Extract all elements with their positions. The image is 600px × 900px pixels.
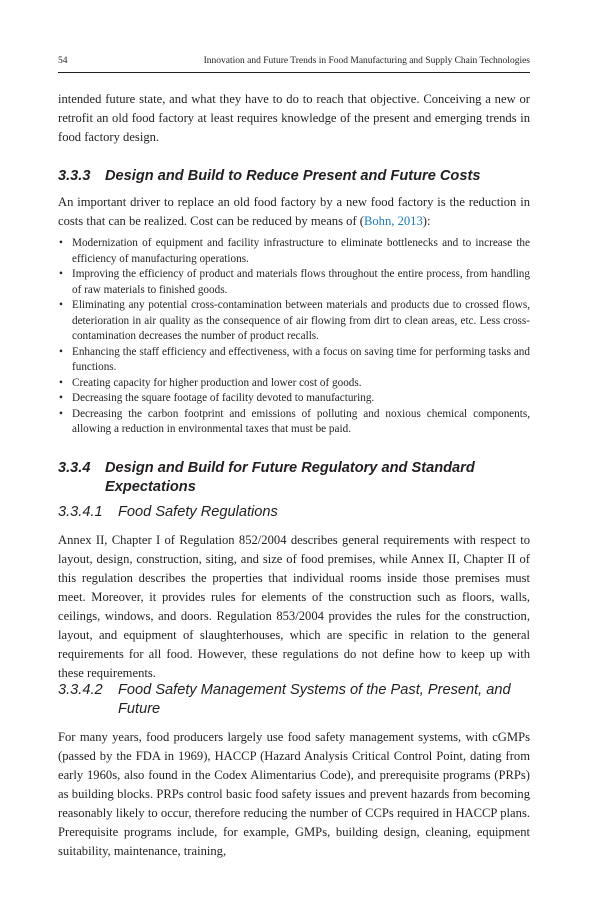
section-3-3-4 [58,459,530,497]
section-3-3-4-1-paragraph: Annex II, Chapter I of Regulation 852/2004 describes general requirements with respect to layout, design, construction, siting, and size of food premises, while Annex II, Chapter II of this regulation describes the properties that individual rooms inside those premises must meet. Moreover, it provides rules for elements of the construction such as floors, walls, ceilings, windows, and doors. Regulation 853/2004 provides the rules for the construction, layout, and equipment of slaughterhouses, which are specific in relation to the general requirements for all food. However, these regulations do not define how to keep up with these requirements. [58,533,530,680]
intro-paragraph: intended future state, and what they have to do to reach that objective. Conceiving a new or retrofit an old food factory at least requires knowledge of the present and emerging trends in food factory design. [58,92,530,144]
section-3-3-4-2-paragraph: For many years, food producers largely use food safety management systems, with cGMPs (passed by the FDA in 1969), HACCP (Hazard Analysis Critical Control Point, dating from early 1960s, also found in the Codex Alimentarius Code), and prerequisite programs (PRPs) as building blocks. PRPs control basic food safety issues and prevent hazards from becoming reasonably likely to occur, therefore reducing the number of CCPs required in HACCP plans. Prerequisite programs include, for example, GMPs, building design, cleaning, equipment suitability, maintenance, training, [58,730,530,858]
section-3-3-4-1 [58,503,530,683]
bullet-icon: • [59,268,63,280]
section-number: 3.3.3 [58,168,91,184]
subsection-heading-3-3-4-1 [58,503,530,522]
cost-reduction-list [58,236,530,438]
subsection-heading-3-3-4-2 [58,681,530,719]
intro-block [58,90,530,147]
citation-link[interactable]: Bohn, 2013 [363,214,423,228]
list-item: • Eliminating any potential cross-contamination between materials and products due to crossed flows, deterioration in air quality as the consequence of air flowing from dirt to clean areas, etc. Less cross-contamination decreases the number of product recalls. [59,299,530,342]
section-heading-3-3-4 [58,459,530,497]
section-3-3-3-paragraph [58,193,530,231]
section-heading-3-3-3 [58,167,530,186]
list-item: • Improving the efficiency of product and materials flows throughout the entire process, from handling of raw materials to finished goods. [59,268,530,296]
subsection-number: 3.3.4.1 [58,504,103,520]
bullet-icon: • [59,299,63,311]
paragraph-text: An important driver to replace an old food factory by a new food factory is the reduction in costs that can be realized. Cost can be reduced by means of ( [58,195,530,228]
subsection-title: Food Safety Regulations [118,504,278,520]
bullet-icon: • [59,392,63,404]
subsection-number: 3.3.4.2 [58,682,103,698]
list-item: • Enhancing the staff efficiency and effectiveness, with a focus on saving time for performing tasks and functions. [59,345,530,373]
subsection-title: Food Safety Management Systems of the Past, Present, and Future [118,682,511,717]
paragraph-text-end: ): [422,214,431,228]
bullet-icon: • [59,407,63,420]
bullet-icon: • [59,345,63,358]
running-title: Innovation and Future Trends in Food Manufacturing and Supply Chain Technologies [203,56,530,66]
page-number: 54 [58,56,68,66]
bullet-icon: • [59,237,63,249]
list-item: • Creating capacity for higher production and lower cost of goods. [58,376,530,392]
list-item: • Modernization of equipment and facility infrastructure to eliminate bottlenecks and to increase the efficiency of manufacturing operations. [59,237,530,265]
section-3-3-3 [58,167,530,438]
header-rule [58,72,530,73]
section-title: Design and Build for Future Regulatory and Standard Expectations [105,460,475,495]
section-3-3-4-2 [58,681,530,861]
section-number: 3.3.4 [58,460,91,476]
section-title: Design and Build to Reduce Present and Future Costs [105,168,481,184]
bullet-icon: • [59,376,63,389]
list-item: • Decreasing the square footage of facility devoted to manufacturing. [58,391,530,407]
list-item: • Decreasing the carbon footprint and emissions of polluting and noxious chemical components, allowing a reduction in environmental taxes that must be paid. [59,407,530,435]
